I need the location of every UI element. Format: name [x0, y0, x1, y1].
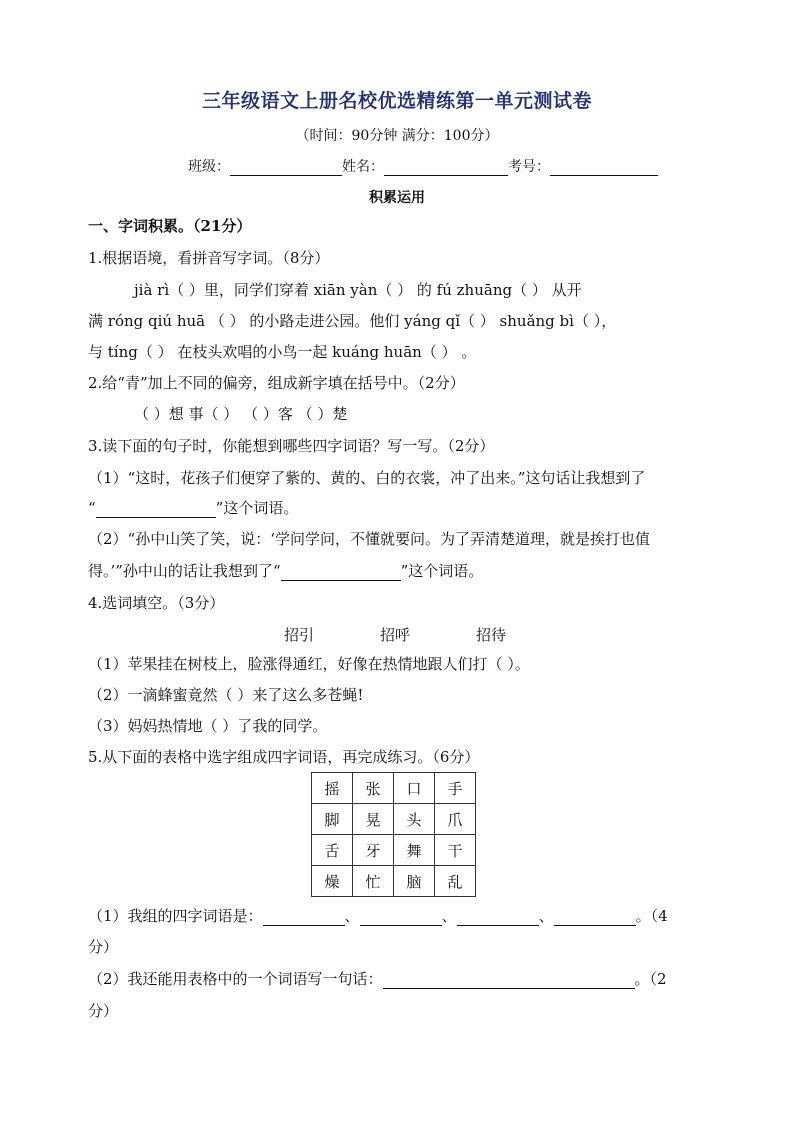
- character-grid: [311, 772, 476, 897]
- class-label: 班级：: [188, 159, 230, 175]
- word-choice: 招呼: [380, 626, 411, 644]
- word-blank[interactable]: [457, 909, 539, 926]
- open-quote: “: [88, 499, 96, 517]
- word-choice: 招引: [284, 626, 315, 644]
- q5-sub1-score: 分）: [88, 938, 119, 956]
- name-blank[interactable]: [384, 159, 508, 176]
- sentence-blank[interactable]: [383, 972, 635, 989]
- q5-sub2-prefix: （2）我还能用表格中的一个词语写一句话：: [88, 970, 383, 988]
- q1-stem: 1.根据语境，看拼音写字词。（8分）: [88, 249, 330, 267]
- exam-title: 三年级语文上册名校优选精练第一单元测试卷: [201, 90, 592, 112]
- grid-cell: 舌: [312, 835, 353, 866]
- q1-line1: jià rì（ ）里，同学们穿着 xiān yàn（ ） 的 fú zhuāng（ ） 从开: [134, 281, 582, 299]
- q1-line3: 与 tíng（ ） 在枝头欢唱的小鸟一起 kuáng huān（ ） 。: [88, 343, 477, 361]
- student-info-line: [188, 156, 658, 176]
- grid-cell: 乱: [435, 866, 476, 897]
- grid-cell: 口: [394, 773, 435, 804]
- q5-stem: 5.从下面的表格中选字组成四字词语，再完成练习。（6分）: [88, 748, 480, 766]
- word-blank[interactable]: [360, 909, 442, 926]
- q5-sub1: [88, 906, 708, 926]
- exam-time-score: （时间：90分钟 满分：100分）: [295, 128, 499, 144]
- class-blank[interactable]: [230, 159, 342, 176]
- grid-row: [312, 804, 476, 835]
- grid-cell: 摇: [312, 773, 353, 804]
- grid-cell: 张: [353, 773, 394, 804]
- q3-sentence2-answer: [88, 561, 708, 581]
- grid-cell: 爪: [435, 804, 476, 835]
- grid-cell: 手: [435, 773, 476, 804]
- grid-cell: 忙: [353, 866, 394, 897]
- q2-blanks: （ ）想 事（ ） （ ）客 （ ）楚: [134, 405, 348, 423]
- grid-cell: 脚: [312, 804, 353, 835]
- q3-answer2-blank[interactable]: [281, 564, 401, 581]
- q3-sentence1-answer: [88, 498, 708, 518]
- q3-answer1-blank[interactable]: [96, 501, 216, 518]
- q4-sentence1: （1）苹果挂在树枝上，脸涨得通红，好像在热情地跟人们打（ ）。: [88, 655, 530, 673]
- q5-sub1-prefix: （1）我组的四字词语是：: [88, 907, 263, 925]
- grid-cell: 燥: [312, 866, 353, 897]
- word-choice: 招待: [476, 626, 507, 644]
- part1-heading: 一、字词积累。（21分）: [88, 217, 252, 235]
- name-label: 姓名：: [342, 159, 384, 175]
- q1-line2: 满 róng qiú huā （ ） 的小路走进公园。他们 yáng qǐ（ ） shuǎng bì（ ），: [88, 312, 617, 330]
- q5-sub2: [88, 969, 708, 989]
- id-blank[interactable]: [550, 159, 658, 176]
- q5-sub1-suffix: 。（4: [635, 907, 668, 925]
- q5-sub2-score: 分）: [88, 1002, 119, 1020]
- grid-cell: 干: [435, 835, 476, 866]
- separator: 、: [538, 907, 554, 925]
- grid-cell: 舞: [394, 835, 435, 866]
- grid-row: [312, 866, 476, 897]
- grid-cell: 牙: [353, 835, 394, 866]
- section-title: 积累运用: [369, 190, 425, 206]
- q3-stem: 3.读下面的句子时，你能想到哪些四字词语？写一写。（2分）: [88, 437, 495, 455]
- id-label: 考号：: [508, 159, 550, 175]
- grid-row: [312, 835, 476, 866]
- q3-sentence1: （1）“这时，花孩子们便穿了紫的、黄的、白的衣裳，冲了出来。”这句话让我想到了: [88, 469, 646, 487]
- q2-stem: 2.给“青”加上不同的偏旁，组成新字填在括号中。（2分）: [88, 374, 465, 392]
- q4-sentence3: （3）妈妈热情地（ ）了我的同学。: [88, 717, 328, 735]
- grid-cell: 头: [394, 804, 435, 835]
- q3-sentence2: （2）“孙中山笑了笑，说：‘学问学问，不懂就要问。为了弄清楚道理，就是挨打也值: [88, 530, 650, 548]
- grid-row: [312, 773, 476, 804]
- grid-cell: 脑: [394, 866, 435, 897]
- grid-cell: 晃: [353, 804, 394, 835]
- separator: 、: [344, 907, 360, 925]
- open-text: 得。’”孙中山的话让我想到了“: [88, 562, 281, 580]
- q4-stem: 4.选词填空。（3分）: [88, 594, 225, 612]
- q4-sentence2: （2）一滴蜂蜜竟然（ ）来了这么多苍蝇!: [88, 686, 364, 704]
- separator: 、: [441, 907, 457, 925]
- q5-sub2-suffix: 。（2: [634, 970, 667, 988]
- word-blank[interactable]: [554, 909, 636, 926]
- close-text: ”这个词语。: [215, 499, 299, 517]
- close-text: ”这个词语。: [400, 562, 484, 580]
- q4-word-choices: [284, 624, 544, 645]
- word-blank[interactable]: [263, 909, 345, 926]
